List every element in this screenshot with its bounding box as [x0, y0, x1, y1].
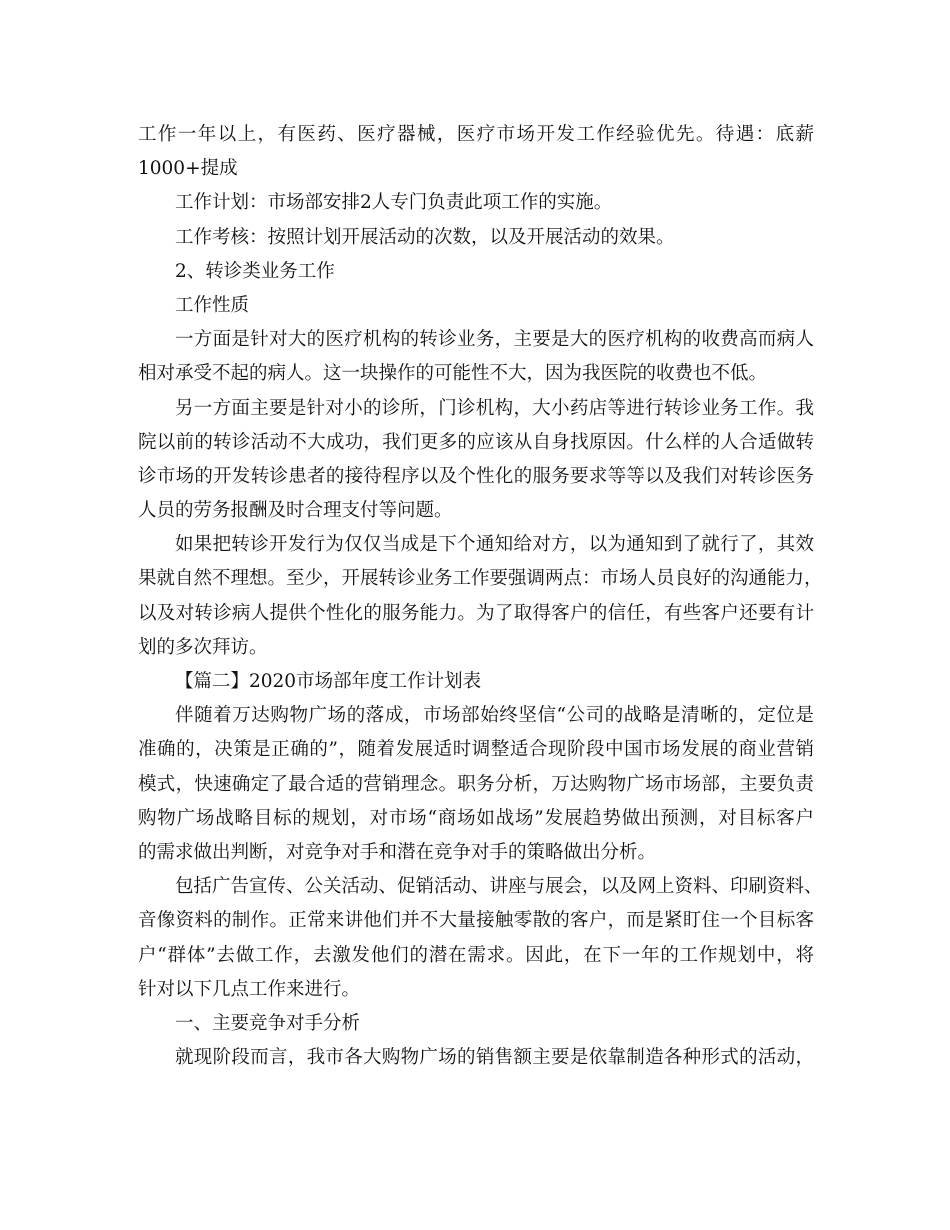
text-line: 相对承受不起的病人。这一块操作的可能性不大，因为我医院的收费也不低。	[138, 363, 768, 385]
text-line: 1000+提成	[138, 158, 238, 180]
text-line: 音像资料的制作。正常来讲他们并不大量接触零散的客户，而是紧盯住一个目标客	[138, 910, 814, 932]
text-line: 准确的，决策是正确的”，随着发展适时调整适合现阶段中国市场发展的商业营销	[138, 739, 814, 761]
text-line: 一、主要竞争对手分析	[175, 1012, 361, 1034]
text-line: 模式，快速确定了最合适的营销理念。职务分析，万达购物广场市场部，主要负责	[138, 773, 814, 795]
text-line: 以及对转诊病人提供个性化的服务能力。为了取得客户的信任，有些客户还要有计	[138, 602, 814, 624]
text-line: 果就自然不理想。至少，开展转诊业务工作要强调两点：市场人员良好的沟通能力，	[138, 568, 823, 590]
text-line: 院以前的转诊活动不大成功，我们更多的应该从自身找原因。什么样的人合适做转	[138, 431, 814, 453]
text-line: 针对以下几点工作来进行。	[138, 978, 361, 1000]
text-line: 包括广告宣传、公关活动、促销活动、讲座与展会，以及网上资料、印刷资料、	[175, 876, 823, 898]
text-line: 工作一年以上，有医药、医疗器械，医疗市场开发工作经验优先。待遇：底薪	[138, 124, 814, 145]
text-line: 人员的劳务报酬及时合理支付等问题。	[138, 500, 453, 522]
text-line: 工作考核：按照计划开展活动的次数，以及开展活动的效果。	[175, 226, 675, 248]
text-line: 2、转诊类业务工作	[175, 260, 335, 282]
text-line: 工作性质	[175, 294, 250, 316]
text-line: 【篇二】2020市场部年度工作计划表	[175, 671, 482, 692]
text-line: 诊市场的开发转诊患者的接待程序以及个性化的服务要求等等以及我们对转诊医务	[138, 465, 814, 487]
text-line: 户“群体”去做工作，去激发他们的潜在需求。因此，在下一年的工作规划中，将	[138, 944, 814, 966]
text-line: 工作计划：市场部安排2人专门负责此项工作的实施。	[175, 192, 613, 214]
document-body	[138, 118, 823, 1075]
text-line: 一方面是针对大的医疗机构的转诊业务，主要是大的医疗机构的收费高而病人	[175, 329, 814, 351]
text-line: 如果把转诊开发行为仅仅当成是下个通知给对方，以为通知到了就行了，其效	[175, 534, 814, 556]
text-line: 的需求做出判断，对竞争对手和潜在竞争对手的策略做出分析。	[138, 841, 657, 863]
text-line: 购物广场战略目标的规划，对市场“商场如战场”发展趋势做出预测，对目标客户	[138, 807, 814, 829]
text-line: 伴随着万达购物广场的落成，市场部始终坚信“公司的战略是清晰的，定位是	[175, 705, 814, 727]
text-line: 另一方面主要是针对小的诊所，门诊机构，大小药店等进行转诊业务工作。我	[175, 397, 814, 419]
text-line: 就现阶段而言，我市各大购物广场的销售额主要是依靠制造各种形式的活动，	[175, 1047, 814, 1069]
text-line: 划的多次拜访。	[138, 636, 268, 658]
